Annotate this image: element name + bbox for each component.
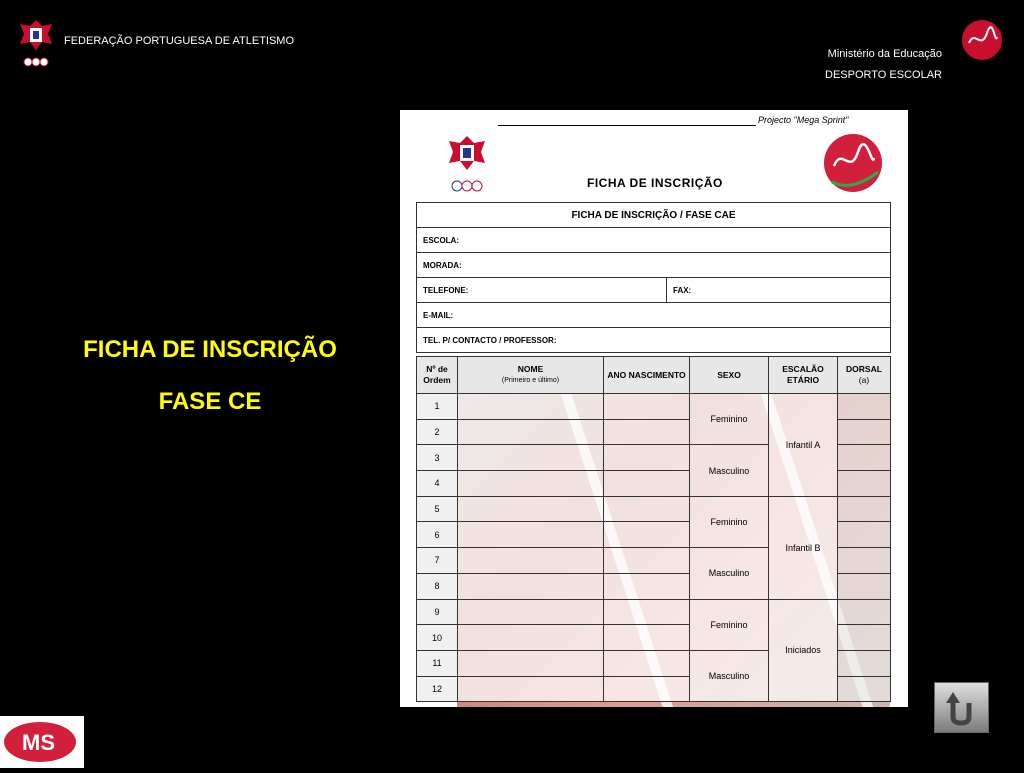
cell-dorsal[interactable]	[838, 471, 891, 497]
cell-ano[interactable]	[604, 573, 690, 599]
cell-dorsal[interactable]	[838, 496, 891, 522]
cell-escalao: Iniciados	[769, 599, 838, 702]
field-email: E-MAIL:	[417, 303, 891, 328]
cell-ano[interactable]	[604, 599, 690, 625]
field-telefone: TELEFONE:	[417, 278, 667, 303]
col-sexo: SEXO	[690, 357, 769, 394]
mega-sprint-logo	[0, 716, 84, 768]
cell-ano[interactable]	[604, 471, 690, 497]
cell-ano[interactable]	[604, 419, 690, 445]
form-fpa-logo	[446, 132, 488, 196]
federation-name: FEDERAÇÃO PORTUGUESA DE ATLETISMO	[64, 35, 295, 47]
field-fax: FAX:	[667, 278, 891, 303]
cell-dorsal[interactable]	[838, 573, 891, 599]
col-ano: ANO NASCIMENTO	[604, 357, 690, 394]
cell-sexo: Masculino	[690, 650, 769, 701]
cell-ano[interactable]	[604, 625, 690, 651]
field-morada: MORADA:	[417, 253, 891, 278]
col-nome-label: NOME	[517, 364, 544, 374]
cell-sexo: Feminino	[690, 394, 769, 445]
col-nome-sub: (Primeiro e último)	[501, 377, 560, 384]
cell-nome[interactable]	[458, 496, 604, 522]
cell-ano[interactable]	[604, 394, 690, 420]
cell-dorsal[interactable]	[838, 419, 891, 445]
athlete-table	[416, 356, 891, 702]
ms-logo-icon	[0, 716, 84, 768]
cell-nome[interactable]	[458, 650, 604, 676]
col-escalao: ESCALÃO ETÁRIO	[769, 357, 838, 394]
cell-nome[interactable]	[458, 676, 604, 702]
cell-nome[interactable]	[458, 522, 604, 548]
cell-sexo: Masculino	[690, 445, 769, 496]
row-number: 11	[417, 650, 458, 676]
cell-dorsal[interactable]	[838, 548, 891, 574]
cell-escalao: Infantil B	[769, 496, 838, 599]
row-number: 8	[417, 573, 458, 599]
row-number: 7	[417, 548, 458, 574]
cell-nome[interactable]	[458, 548, 604, 574]
cell-dorsal[interactable]	[838, 445, 891, 471]
cell-nome[interactable]	[458, 471, 604, 497]
athlete-grid	[416, 356, 890, 707]
form-heading: FICHA DE INSCRIÇÃO	[587, 176, 723, 190]
row-number: 3	[417, 445, 458, 471]
form-table-title: FICHA DE INSCRIÇÃO / FASE CAE	[417, 203, 891, 228]
row-number: 1	[417, 394, 458, 420]
row-number: 12	[417, 676, 458, 702]
cell-nome[interactable]	[458, 599, 604, 625]
cell-sexo: Masculino	[690, 548, 769, 599]
athlete-row	[417, 599, 891, 625]
cell-ano[interactable]	[604, 496, 690, 522]
cell-nome[interactable]	[458, 445, 604, 471]
row-number: 4	[417, 471, 458, 497]
athlete-row	[417, 496, 891, 522]
cell-dorsal[interactable]	[838, 676, 891, 702]
cell-dorsal[interactable]	[838, 522, 891, 548]
cell-dorsal[interactable]	[838, 599, 891, 625]
row-number: 5	[417, 496, 458, 522]
back-arrow-button[interactable]	[934, 682, 989, 733]
field-escola: ESCOLA:	[417, 228, 891, 253]
project-line	[498, 125, 756, 126]
row-number: 2	[417, 419, 458, 445]
school-info-table	[416, 202, 891, 353]
cell-sexo: Feminino	[690, 496, 769, 547]
slide-subtitle: FASE CE	[158, 388, 262, 415]
row-number: 6	[417, 522, 458, 548]
cell-dorsal[interactable]	[838, 394, 891, 420]
cell-ano[interactable]	[604, 522, 690, 548]
cell-nome[interactable]	[458, 419, 604, 445]
cell-ano[interactable]	[604, 548, 690, 574]
cell-sexo: Feminino	[690, 599, 769, 650]
cell-ano[interactable]	[604, 650, 690, 676]
cell-nome[interactable]	[458, 394, 604, 420]
cell-nome[interactable]	[458, 625, 604, 651]
slide-title: FICHA DE INSCRIÇÃO	[83, 336, 337, 363]
cell-escalao: Infantil A	[769, 394, 838, 497]
row-number: 9	[417, 599, 458, 625]
field-contacto: TEL. P/ CONTACTO / PROFESSOR:	[417, 328, 891, 353]
cell-ano[interactable]	[604, 676, 690, 702]
project-name: Projecto "Mega Sprint"	[758, 115, 849, 125]
athlete-row	[417, 394, 891, 420]
cell-dorsal[interactable]	[838, 625, 891, 651]
col-ordem: Nº de Ordem	[417, 357, 458, 394]
cell-ano[interactable]	[604, 445, 690, 471]
school-sport-name: DESPORTO ESCOLAR	[825, 69, 942, 81]
fpa-logo	[18, 18, 54, 70]
col-dorsal-sub: (a)	[858, 375, 870, 385]
ms-logo-text: MS	[22, 730, 55, 755]
cell-nome[interactable]	[458, 573, 604, 599]
desporto-escolar-logo	[961, 19, 1003, 61]
cell-dorsal[interactable]	[838, 650, 891, 676]
form-sheet	[400, 110, 908, 707]
ministry-name: Ministério da Educação	[827, 48, 942, 60]
row-number: 10	[417, 625, 458, 651]
col-dorsal	[838, 357, 891, 394]
ministry-block	[825, 44, 942, 86]
col-nome	[458, 357, 604, 394]
col-dorsal-label: DORSAL	[846, 364, 882, 374]
form-desporto-logo	[822, 132, 884, 194]
